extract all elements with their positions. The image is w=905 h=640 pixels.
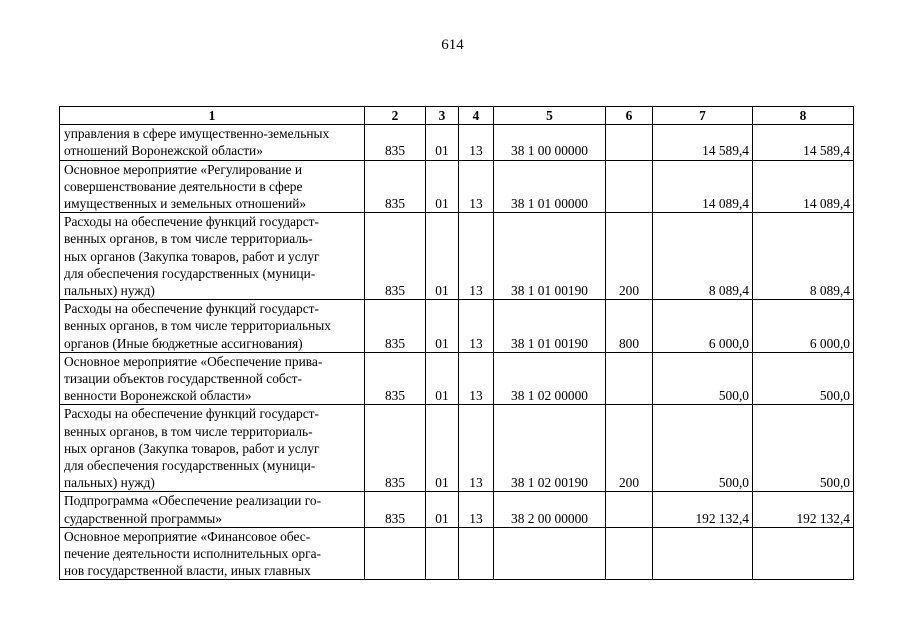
cell-amount-7: [653, 527, 753, 580]
row-name: [60, 125, 365, 160]
cell-ministry-code: 835: [365, 405, 426, 492]
cell-section: 01: [426, 492, 459, 527]
row-name: [60, 213, 365, 300]
header-col-1: 1: [60, 107, 365, 125]
row-name-line: ных органов (Закупка товаров, работ и услуг: [64, 440, 320, 456]
row-name-line: Подпрограмма «Обеспечение реализации го-: [64, 493, 322, 509]
cell-ministry-code: 835: [365, 213, 426, 300]
table-row: [60, 492, 854, 527]
header-col-6: 6: [606, 107, 653, 125]
row-name-line: имущественных и земельных отношений»: [64, 196, 307, 212]
cell-ministry-code: 835: [365, 352, 426, 405]
cell-section: 01: [426, 300, 459, 353]
row-name: [60, 492, 365, 527]
cell-section: 01: [426, 160, 459, 213]
row-name: [60, 527, 365, 580]
row-name-line: венности Воронежской области»: [64, 388, 252, 404]
row-name-line: Расходы на обеспечение функций государст-: [64, 214, 319, 230]
cell-section: 01: [426, 352, 459, 405]
cell-target-article: 38 1 01 00190: [494, 213, 606, 300]
cell-section: 01: [426, 213, 459, 300]
budget-table: [59, 106, 854, 580]
cell-ministry-code: 835: [365, 160, 426, 213]
header-row: [60, 107, 854, 125]
table-row: [60, 527, 854, 580]
cell-amount-8: 8 089,4: [753, 213, 854, 300]
cell-ministry-code: [365, 527, 426, 580]
table-row: [60, 300, 854, 353]
cell-amount-8: 14 089,4: [753, 160, 854, 213]
cell-expense-type: [606, 527, 653, 580]
cell-amount-8: 14 589,4: [753, 125, 854, 160]
cell-target-article: [494, 527, 606, 580]
cell-amount-8: 192 132,4: [753, 492, 854, 527]
table-row: [60, 125, 854, 160]
row-name-line: Основное мероприятие «Регулирование и: [64, 161, 303, 177]
cell-subsection: 13: [459, 160, 494, 213]
row-name-line: Расходы на обеспечение функций государст-: [64, 301, 319, 317]
cell-subsection: 13: [459, 492, 494, 527]
row-name-line: совершенствование деятельности в сфере: [64, 178, 303, 194]
cell-target-article: 38 1 02 00190: [494, 405, 606, 492]
cell-expense-type: [606, 160, 653, 213]
cell-amount-8: 500,0: [753, 352, 854, 405]
cell-amount-8: 6 000,0: [753, 300, 854, 353]
row-name-line: для обеспечения государственных (муници-: [64, 265, 316, 281]
row-name-line: венных органов, в том числе территориаль-: [64, 231, 313, 247]
cell-target-article: 38 1 00 00000: [494, 125, 606, 160]
table-row: [60, 352, 854, 405]
cell-ministry-code: 835: [365, 300, 426, 353]
cell-subsection: 13: [459, 300, 494, 353]
header-col-8: 8: [753, 107, 854, 125]
cell-expense-type: 800: [606, 300, 653, 353]
row-name-line: печение деятельности исполнительных орга-: [64, 546, 321, 562]
row-name-line: венных органов, в том числе территориаль-: [64, 423, 313, 439]
cell-expense-type: 200: [606, 213, 653, 300]
header-col-2: 2: [365, 107, 426, 125]
row-name-line: Основное мероприятие «Финансовое обес-: [64, 528, 311, 544]
row-name: [60, 160, 365, 213]
cell-amount-7: 500,0: [653, 352, 753, 405]
cell-amount-7: 14 589,4: [653, 125, 753, 160]
row-name-line: управления в сфере имущественно-земельных: [64, 126, 330, 142]
cell-expense-type: [606, 125, 653, 160]
cell-section: [426, 527, 459, 580]
table-row: [60, 160, 854, 213]
cell-target-article: 38 1 02 00000: [494, 352, 606, 405]
cell-expense-type: [606, 352, 653, 405]
cell-expense-type: [606, 492, 653, 527]
header-col-3: 3: [426, 107, 459, 125]
cell-target-article: 38 1 01 00000: [494, 160, 606, 213]
row-name-line: пальных) нужд): [64, 475, 155, 491]
page-number: 614: [441, 37, 464, 53]
cell-amount-8: [753, 527, 854, 580]
row-name-line: сударственной программы»: [64, 510, 222, 526]
cell-expense-type: 200: [606, 405, 653, 492]
cell-amount-7: 8 089,4: [653, 213, 753, 300]
cell-subsection: 13: [459, 352, 494, 405]
header-col-5: 5: [494, 107, 606, 125]
row-name-line: отношений Воронежской области»: [64, 143, 263, 159]
row-name: [60, 405, 365, 492]
row-name-line: Основное мероприятие «Обеспечение прива-: [64, 353, 323, 369]
header-col-7: 7: [653, 107, 753, 125]
cell-ministry-code: 835: [365, 125, 426, 160]
cell-subsection: 13: [459, 405, 494, 492]
cell-subsection: 13: [459, 125, 494, 160]
cell-target-article: 38 2 00 00000: [494, 492, 606, 527]
cell-amount-7: 500,0: [653, 405, 753, 492]
header-col-4: 4: [459, 107, 494, 125]
row-name-line: ных органов (Закупка товаров, работ и услуг: [64, 248, 320, 264]
cell-target-article: 38 1 01 00190: [494, 300, 606, 353]
cell-ministry-code: 835: [365, 492, 426, 527]
row-name-line: пальных) нужд): [64, 283, 155, 299]
cell-amount-7: 14 089,4: [653, 160, 753, 213]
cell-section: 01: [426, 405, 459, 492]
cell-amount-8: 500,0: [753, 405, 854, 492]
cell-amount-7: 6 000,0: [653, 300, 753, 353]
row-name: [60, 300, 365, 353]
row-name-line: для обеспечения государственных (муници-: [64, 458, 316, 474]
cell-subsection: 13: [459, 213, 494, 300]
table-row: [60, 405, 854, 492]
row-name-line: венных органов, в том числе территориальных: [64, 318, 331, 334]
cell-section: 01: [426, 125, 459, 160]
cell-amount-7: 192 132,4: [653, 492, 753, 527]
row-name-line: Расходы на обеспечение функций государст-: [64, 406, 319, 422]
row-name-line: нов государственной власти, иных главных: [64, 563, 311, 579]
row-name-line: органов (Иные бюджетные ассигнования): [64, 335, 303, 351]
table-row: [60, 213, 854, 300]
row-name: [60, 352, 365, 405]
cell-subsection: [459, 527, 494, 580]
row-name-line: тизации объектов государственной собст-: [64, 371, 302, 387]
